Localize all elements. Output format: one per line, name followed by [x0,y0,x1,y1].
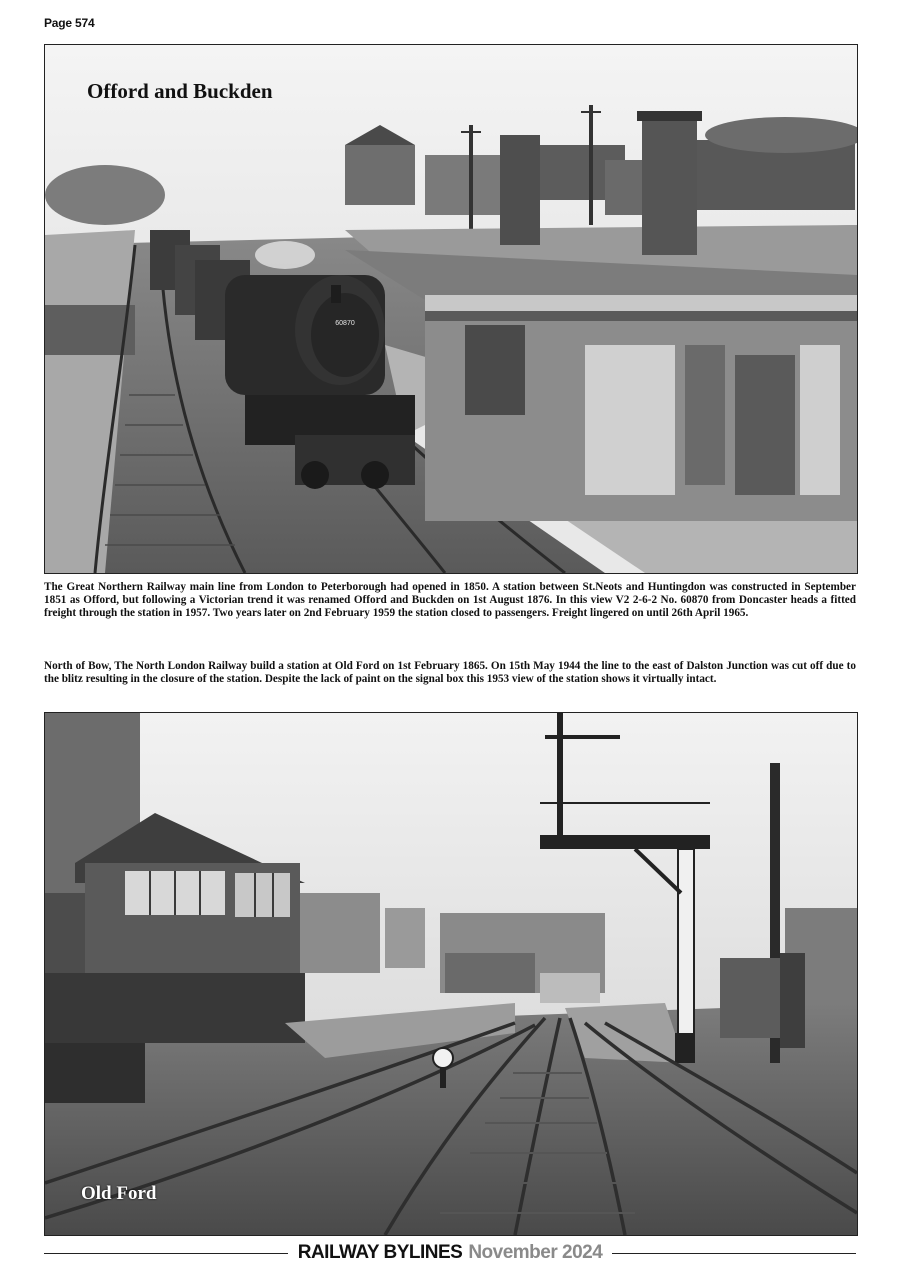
page-footer [44,1240,856,1266]
issue-date: November 2024 [468,1242,603,1263]
photo-offord-and-buckden [44,44,858,574]
photo-old-ford [44,712,858,1236]
photo-title-old-ford: Old Ford [81,1183,157,1204]
footer-rule-left [44,1253,288,1254]
locomotive-number-plate: 60870 [335,320,355,327]
caption-old-ford: North of Bow, The North London Railway build a station at Old Ford on 1st February 1865. On 15th May 1944 the line to the east of Dalston Junction was cut off due to the blitz resulting in the closure of the station. Despite the lack of paint on the signal box this 1953 view of the station shows it virtually intact. [44,660,856,685]
photo-title-offord: Offord and Buckden [87,79,273,103]
old-ford-photo-illustration [45,713,857,1235]
footer-brand [288,1242,613,1264]
caption-offord: The Great Northern Railway main line from London to Peterborough had opened in 1850. A station between St.Neots and Huntingdon was constructed in September 1851 as Offord, but following a Victorian trend it was renamed Offord and Buckden on 1st August 1876. In this view V2 2-6-2 No. 60870 from Doncaster heads a fitted freight through the station in 1957. Two years later on 2nd February 1959 the station closed to passengers. Freight lingered on until 26th April 1965. [44,581,856,619]
station-photo-illustration [45,45,857,573]
magazine-name: RAILWAY BYLINES [297,1242,463,1263]
page-number: Page 574 [44,16,95,30]
footer-rule-right [612,1253,856,1254]
